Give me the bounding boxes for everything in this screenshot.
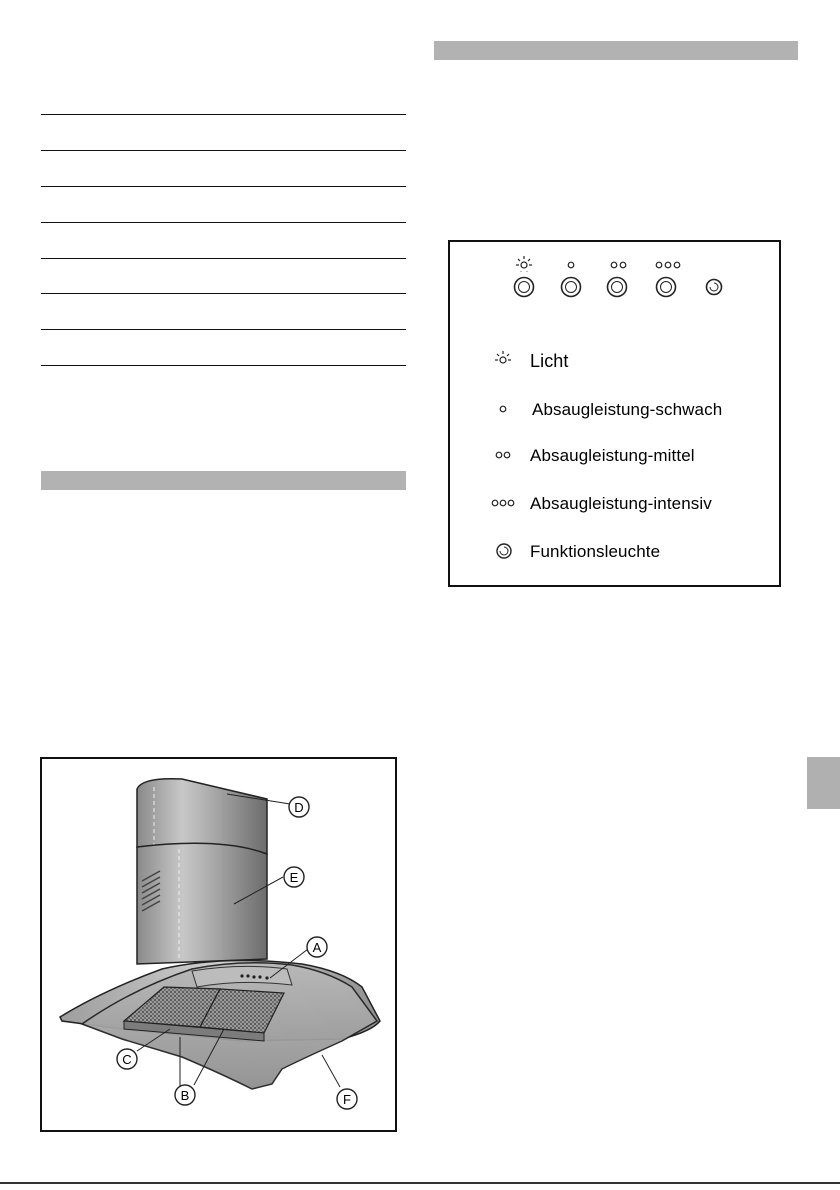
hood-illustration	[40, 757, 397, 1132]
legend-label-speed-intensive: Absaugleistung-intensiv	[530, 494, 712, 513]
table-rule	[41, 365, 406, 366]
two-dots-icon	[611, 262, 626, 268]
callout-e: E	[289, 870, 299, 885]
section-header-bar	[41, 471, 406, 490]
speed-intensive-button	[657, 278, 676, 297]
sun-icon	[516, 256, 532, 272]
sun-icon	[495, 351, 511, 363]
legend-label-light: Licht	[530, 351, 569, 371]
section-header-bar	[434, 41, 798, 60]
legend-label-speed-medium: Absaugleistung-mittel	[530, 446, 695, 465]
callout-a: A	[312, 940, 322, 955]
table-rule	[41, 222, 406, 223]
one-dot-icon	[568, 262, 574, 268]
chapter-tab	[807, 757, 840, 809]
footer-rule	[0, 1182, 840, 1184]
callout-c: C	[122, 1052, 132, 1067]
callout-f: F	[343, 1092, 351, 1107]
one-dot-icon	[500, 406, 506, 412]
table-rule	[41, 150, 406, 151]
three-dots-icon	[492, 500, 514, 506]
speed-medium-button	[608, 278, 627, 297]
table-rule	[41, 293, 406, 294]
light-button	[515, 278, 534, 297]
function-light-icon	[497, 544, 511, 558]
speed-low-button	[562, 278, 581, 297]
table-rule	[41, 329, 406, 330]
function-light-indicator	[707, 280, 722, 295]
hood-drawing	[42, 759, 395, 1130]
table-rule	[41, 258, 406, 259]
callout-b: B	[180, 1088, 190, 1103]
callout-d: D	[294, 800, 304, 815]
legend-label-speed-low: Absaugleistung-schwach	[532, 400, 723, 419]
table-rule	[41, 114, 406, 115]
three-dots-icon	[656, 262, 680, 268]
table-rule	[41, 186, 406, 187]
two-dots-icon	[496, 452, 510, 458]
legend-label-function-light: Funktionsleuchte	[530, 542, 661, 561]
control-panel-figure	[448, 240, 781, 587]
